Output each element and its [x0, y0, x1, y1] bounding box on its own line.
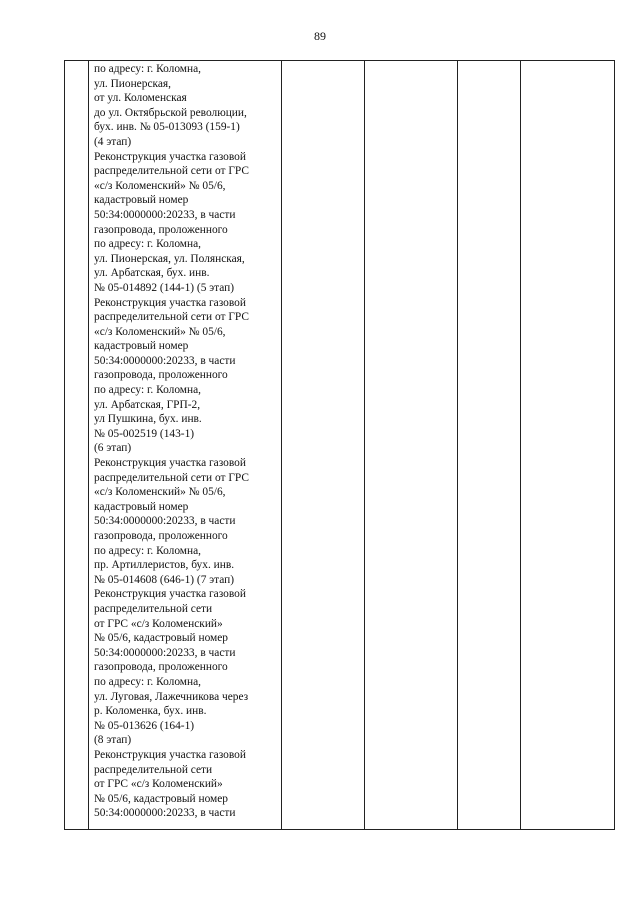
description-line: 50:34:0000000:20233, в части [94, 646, 236, 659]
description-line: распределительной сети от ГРС [94, 471, 249, 484]
description-line: от ул. Коломенская [94, 92, 187, 105]
description-line: газопровода, проложенного [94, 223, 228, 236]
description-line: распределительной сети [94, 602, 213, 615]
description-line: ул Пушкина, бух. инв. [94, 413, 202, 426]
description-line: «с/з Коломенский» № 05/6, [94, 179, 226, 192]
description-line: по адресу: г. Коломна, [94, 384, 202, 397]
description-line: бух. инв. № 05-013093 (159-1) [94, 121, 240, 134]
page-number: 89 [314, 29, 326, 43]
description-line: № 05-014892 (144-1) (5 этап) [94, 281, 235, 294]
description-line: 50:34:0000000:20233, в части [94, 354, 236, 367]
description-line: 50:34:0000000:20233, в части [94, 515, 236, 528]
description-line: Реконструкция участка газовой [94, 748, 246, 761]
description-line: до ул. Октябрьской революции, [94, 106, 247, 119]
description-line: № 05/6, кадастровый номер [94, 632, 229, 645]
description-line: по адресу: г. Коломна, [94, 63, 202, 75]
description-line: (6 этап) [94, 442, 132, 455]
description-line: 50:34:0000000:20233, в части [94, 208, 236, 221]
description-line: кадастровый номер [94, 194, 189, 207]
description-line: 50:34:0000000:20233, в части [94, 807, 236, 820]
description-line: № 05-002519 (143-1) [94, 427, 195, 440]
description-line: по адресу: г. Коломна, [94, 238, 202, 251]
empty-cell-5 [458, 61, 521, 830]
description-line: от ГРС «с/з Коломенский» [94, 617, 223, 630]
description-line: кадастровый номер [94, 500, 189, 513]
description-text [89, 61, 281, 821]
description-line: распределительной сети от ГРС [94, 165, 249, 178]
description-line: (8 этап) [94, 734, 132, 747]
description-line: кадастровый номер [94, 340, 189, 353]
empty-cell-6 [521, 61, 615, 830]
description-line: газопровода, проложенного [94, 530, 228, 542]
description-line: ул. Арбатская, ГРП-2, [94, 398, 201, 411]
description-line: от ГРС «с/з Коломенский» [94, 778, 223, 791]
description-line: № 05/6, кадастровый номер [94, 792, 229, 805]
description-line: ул. Пионерская, ул. Полянская, [94, 252, 245, 265]
description-line: «с/з Коломенский» № 05/6, [94, 486, 226, 499]
description-line: (4 этап) [94, 135, 132, 148]
description-line: ул. Арбатская, бух. инв. [94, 267, 210, 280]
description-line: распределительной сети от ГРС [94, 311, 249, 324]
description-line: № 05-014608 (646-1) (7 этап) [94, 573, 235, 586]
description-line: Реконструкция участка газовой [94, 150, 246, 163]
document-table [64, 60, 615, 830]
description-line: ул. Луговая, Лажечникова через [94, 690, 249, 703]
table-row [65, 61, 615, 830]
index-cell [65, 61, 89, 830]
description-line: р. Коломенка, бух. инв. [94, 705, 207, 718]
description-line: Реконструкция участка газовой [94, 457, 246, 470]
description-cell [89, 61, 282, 830]
description-line: № 05-013626 (164-1) [94, 719, 195, 732]
description-line: по адресу: г. Коломна, [94, 544, 202, 557]
description-line: пр. Артиллеристов, бух. инв. [94, 559, 235, 572]
description-line: газопровода, проложенного [94, 661, 228, 674]
description-line: распределительной сети [94, 763, 213, 776]
description-line: Реконструкция участка газовой [94, 296, 246, 309]
description-line: по адресу: г. Коломна, [94, 675, 202, 688]
empty-cell-4 [365, 61, 458, 830]
description-line: газопровода, проложенного [94, 369, 228, 382]
description-line: ул. Пионерская, [94, 77, 171, 90]
description-line: Реконструкция участка газовой [94, 588, 246, 601]
description-line: «с/з Коломенский» № 05/6, [94, 325, 226, 338]
empty-cell-3 [282, 61, 365, 830]
